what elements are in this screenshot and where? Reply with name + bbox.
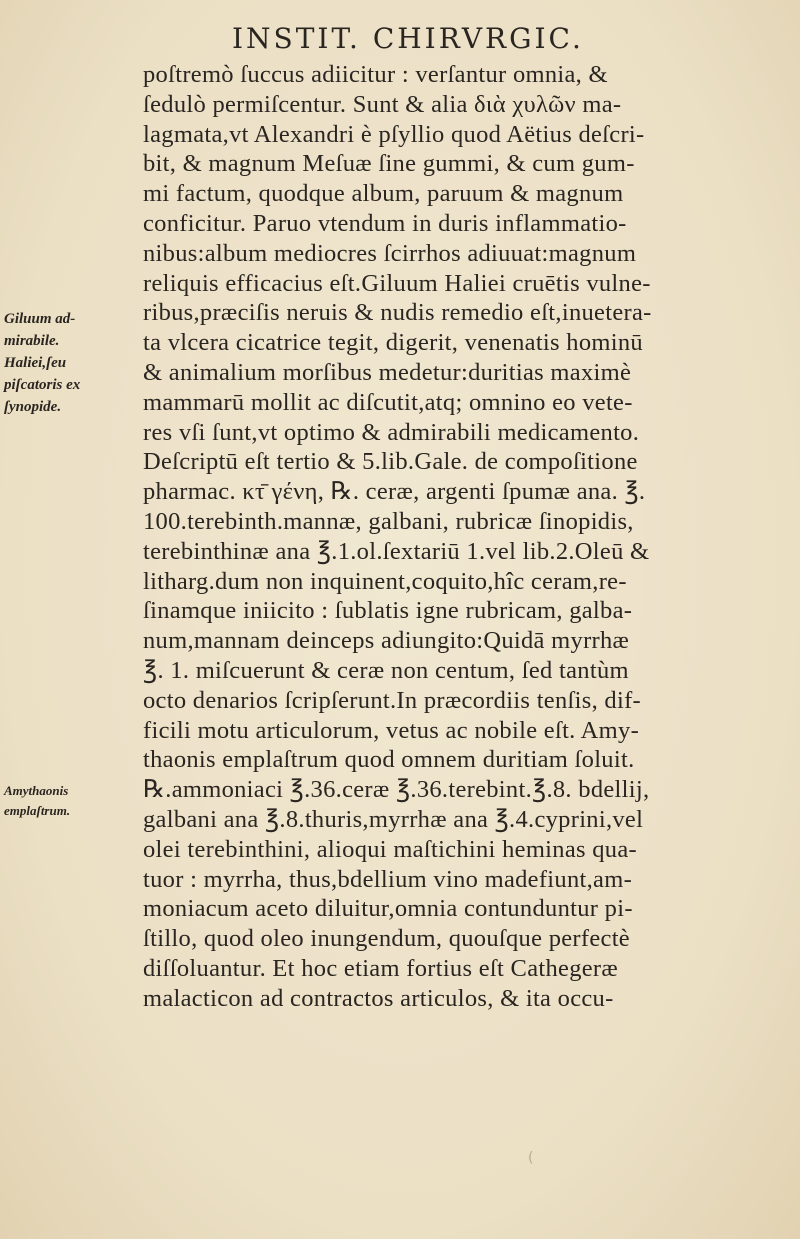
- margin-note-line: piſcatoris ex: [4, 377, 81, 393]
- text-line: pharmac. κτ̄ γένη, ℞. ceræ, argenti ſpumæ ana. ℥.: [143, 478, 646, 506]
- text-line: num,mannam deinceps adiungito:Quidā myrrhæ: [143, 627, 630, 655]
- text-line: conficitur. Paruo vtendum in duris inflammatio-: [143, 209, 627, 237]
- text-line: litharg.dum non inquinent,coquito,hîc ceram,re-: [143, 567, 627, 595]
- margin-note-amythaonis: [4, 781, 124, 821]
- body-text: [143, 60, 783, 1014]
- text-line: ta vlcera cicatrice tegit, digerit, venenatis hominū: [143, 329, 643, 357]
- text-line: ſinamque iniicito : ſublatis igne rubricam, galba-: [143, 597, 633, 625]
- text-line: olei terebinthini, alioqui maſtichini heminas qua-: [143, 835, 637, 863]
- text-line: ℞.ammoniaci ℥.36.ceræ ℥.36.terebint.℥.8. bdellij,: [143, 776, 650, 804]
- text-line: res vſi ſunt,vt optimo & admirabili medicamento.: [143, 418, 640, 446]
- margin-note-line: Giluum ad-: [4, 311, 76, 327]
- margin-note-line: Amythaonis: [4, 783, 69, 798]
- text-line: lagmata,vt Alexandri è pſyllio quod Aëtius deſcri-: [143, 120, 645, 148]
- text-line: ſtillo, quod oleo inungendum, quouſque perfectè: [143, 925, 630, 953]
- text-line: tuor : myrrha, thus,bdellium vino madefiunt,am-: [143, 865, 633, 893]
- margin-note-line: emplaſtrum.: [4, 803, 71, 818]
- text-line: mi factum, quodque album, paruum & magnum: [143, 180, 624, 208]
- margin-note-line: ſynopide.: [4, 399, 62, 415]
- text-line: 100.terebinth.mannæ, galbani, rubricæ ſinopidis,: [143, 507, 634, 535]
- text-line: malacticon ad contractos articulos, & ita occu-: [143, 984, 614, 1012]
- text-line: moniacum aceto diluitur,omnia contunduntur pi-: [143, 895, 633, 923]
- text-line: reliquis efficacius eſt.Giluum Haliei cruētis vulne-: [143, 269, 651, 297]
- text-line: galbani ana ℥.8.thuris,myrrhæ ana ℥.4.cyprini,vel: [143, 805, 644, 833]
- text-line: ſedulò permiſcentur. Sunt & alia διὰ χυλῶν ma-: [143, 90, 622, 118]
- margin-note-giluum: [4, 308, 124, 418]
- text-line: ℥. 1. miſcuerunt & ceræ non centum, ſed tantùm: [143, 656, 629, 684]
- running-head: INSTIT. CHIRVRGIC.: [232, 22, 584, 55]
- text-line: diſſoluantur. Et hoc etiam fortius eſt Cathegeræ: [143, 954, 619, 982]
- text-line: Deſcriptū eſt tertio & 5.lib.Gale. de compoſitione: [143, 448, 638, 476]
- text-line: ficili motu articulorum, vetus ac nobile eſt. Amy-: [143, 716, 640, 744]
- text-line: terebinthinæ ana ℥.1.ol.ſextariū 1.vel lib.2.Oleū &: [143, 537, 650, 565]
- margin-note-line: mirabile.: [4, 333, 60, 349]
- text-line: octo denarios ſcripſerunt.In præcordiis tenſis, dif-: [143, 686, 641, 714]
- text-line: bit, & magnum Meſuæ ſine gummi, & cum gum-: [143, 150, 635, 178]
- text-line: & animalium morſibus medetur:duritias maximè: [143, 358, 632, 386]
- text-line: mammarū mollit ac diſcutit,atq; omnino eo vete-: [143, 388, 633, 416]
- text-line: nibus:album mediocres ſcirrhos adiuuat:magnum: [143, 239, 637, 267]
- text-line: ribus,præciſis neruis & nudis remedio eſt,inuetera-: [143, 299, 652, 327]
- margin-note-line: Haliei,ſeu: [4, 355, 67, 371]
- paper-speck: (: [528, 1150, 534, 1166]
- text-line: poſtremò ſuccus adiicitur : verſantur omnia, &: [143, 61, 608, 88]
- text-line: thaonis emplaſtrum quod omnem duritiam ſoluit.: [143, 746, 635, 774]
